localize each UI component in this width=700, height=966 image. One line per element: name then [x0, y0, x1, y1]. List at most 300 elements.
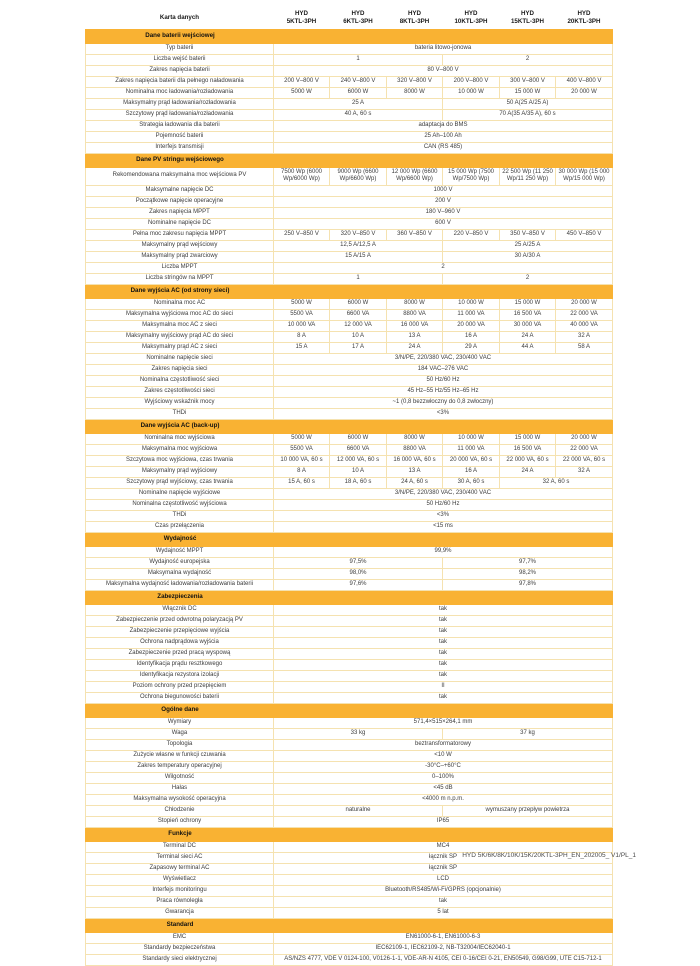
spec-value: 13 A — [387, 331, 443, 342]
spec-value: 32 A — [556, 331, 613, 342]
spec-value: 12,5 A/12,5 A — [274, 240, 443, 251]
section-title: Wydajność — [163, 535, 197, 543]
spec-value: 10 A — [330, 331, 387, 342]
section-header-cell — [86, 532, 613, 546]
column-header-line: HYD — [351, 10, 365, 17]
spec-value: 1 — [274, 273, 443, 284]
row-label: Nominalne napięcie DC — [86, 218, 274, 229]
column-header — [330, 8, 387, 29]
spec-value: 97,5% — [274, 557, 443, 568]
spec-value: 200 V–800 V — [443, 76, 500, 87]
spec-value: 58 A — [556, 342, 613, 353]
spec-value: 3/N/PE, 220/380 VAC, 230/400 VAC — [274, 488, 613, 499]
spec-value: tak — [274, 637, 613, 648]
row-label: Rekomendowana maksymalna moc wejściowa PV — [86, 167, 274, 185]
row-label: Czas przełączenia — [86, 521, 274, 532]
spec-value: 2 — [443, 273, 613, 284]
column-header-line: 8KTL-3PH — [399, 17, 430, 25]
row-label: Terminal DC — [86, 841, 274, 852]
row-label: EMC — [86, 932, 274, 943]
spec-value: ~1 (0,8 bezzwłoczny do 0,8 zwłoczny) — [274, 397, 613, 408]
spec-value: beztransformatorowy — [274, 739, 613, 750]
spec-value: CAN (RS 485) — [274, 142, 613, 153]
spec-value: 600 V — [274, 218, 613, 229]
row-label: Pełna moc zakresu napięcia MPPT — [86, 229, 274, 240]
row-label: Maksymalny prąd AC z sieci — [86, 342, 274, 353]
spec-value: 33 kg — [274, 728, 443, 739]
spec-value: 30 000 Wp (15 000 Wp/15 000 Wp) — [556, 167, 613, 185]
spec-value: 3/N/PE, 220/380 VAC, 230/400 VAC — [274, 353, 613, 364]
spec-row — [86, 240, 613, 251]
spec-value: bateria litowo-jonowa — [274, 43, 613, 54]
row-label: Nominalne napięcie sieci — [86, 353, 274, 364]
spec-value: 22 000 VA — [556, 444, 613, 455]
spec-value: 16 A — [443, 466, 500, 477]
spec-row — [86, 648, 613, 659]
spec-value: IP65 — [274, 816, 613, 827]
section-title: Dane wyjścia AC (od strony sieci) — [130, 287, 230, 295]
row-label: Maksymalna wydajność — [86, 568, 274, 579]
spec-value: tak — [274, 615, 613, 626]
spec-value: 10 000 VA — [274, 320, 330, 331]
spec-row — [86, 863, 613, 874]
row-label: Maksymalna moc AC z sieci — [86, 320, 274, 331]
spec-value: 98,0% — [274, 568, 443, 579]
spec-value: 15 000 Wp (7500 Wp/7500 Wp) — [443, 167, 500, 185]
spec-value: <45 dB — [274, 783, 613, 794]
spec-value: 20 000 W — [556, 433, 613, 444]
spec-table — [85, 8, 613, 966]
spec-value: 15 000 W — [500, 87, 556, 98]
column-header-line: 6KTL-3PH — [343, 17, 373, 25]
spec-value: 30 000 VA — [500, 320, 556, 331]
header-label-cell: Karta danych — [159, 13, 200, 21]
spec-value: 9000 Wp (6600 Wp/6600 Wp) — [330, 167, 387, 185]
spec-row — [86, 954, 613, 965]
spec-row — [86, 120, 613, 131]
row-label: Praca równoległa — [86, 896, 274, 907]
spec-value: 45 Hz–55 Hz/55 Hz–65 Hz — [274, 386, 613, 397]
spec-row — [86, 874, 613, 885]
section-title: Dane PV stringu wejściowego — [136, 156, 224, 164]
spec-row — [86, 670, 613, 681]
spec-value: 8000 W — [387, 87, 443, 98]
spec-value: 20 000 VA, 60 s — [443, 455, 500, 466]
row-label: Liczba MPPT — [86, 262, 274, 273]
spec-value: tak — [274, 626, 613, 637]
row-label: Wymiary — [86, 717, 274, 728]
row-label: Maksymalny prąd wejściowy — [86, 240, 274, 251]
spec-row — [86, 196, 613, 207]
spec-value: 10 000 W — [443, 298, 500, 309]
spec-row — [86, 331, 613, 342]
row-label: Chłodzenie — [86, 805, 274, 816]
row-label: Zakres napięcia MPPT — [86, 207, 274, 218]
row-label: Maksymalny prąd zwarciowy — [86, 251, 274, 262]
spec-value: <15 ms — [274, 521, 613, 532]
spec-value: 25 A — [274, 98, 443, 109]
column-header-line: HYD — [407, 10, 422, 17]
spec-row — [86, 397, 613, 408]
spec-value: 32 A — [556, 466, 613, 477]
row-label: Interfejs monitoringu — [86, 885, 274, 896]
spec-value: 6600 VA — [330, 309, 387, 320]
spec-value: 2 — [274, 262, 613, 273]
spec-value: 2 — [443, 54, 613, 65]
section-header-cell — [86, 703, 613, 717]
row-label: Nominalna moc ładowania/rozładowania — [86, 87, 274, 98]
spec-row — [86, 76, 613, 87]
spec-row — [86, 885, 613, 896]
row-label: Hałas — [86, 783, 274, 794]
spec-row — [86, 615, 613, 626]
spec-value: 1 — [274, 54, 443, 65]
spec-row — [86, 207, 613, 218]
spec-row — [86, 637, 613, 648]
spec-value: EN61000-6-1, EN61000-6-3 — [274, 932, 613, 943]
row-label: Liczba wejść baterii — [86, 54, 274, 65]
spec-value: 0–100% — [274, 772, 613, 783]
row-label: Nominalna moc wyjściowa — [86, 433, 274, 444]
row-label: THDi — [86, 510, 274, 521]
spec-value: 99,9% — [274, 546, 613, 557]
row-label: Wyświetlacz — [86, 874, 274, 885]
spec-row — [86, 943, 613, 954]
section-title: Funkcje — [168, 830, 192, 838]
section-header-cell — [86, 284, 613, 298]
spec-value: 16 500 VA — [500, 309, 556, 320]
spec-value: 8800 VA — [387, 444, 443, 455]
section-header-cell — [86, 29, 613, 43]
spec-row — [86, 309, 613, 320]
row-label: Szczytowy prąd ładowania/rozładowania — [86, 109, 274, 120]
spec-value: 97,7% — [443, 557, 613, 568]
row-label: Wyjściowy wskaźnik mocy — [86, 397, 274, 408]
spec-row — [86, 568, 613, 579]
spec-row — [86, 364, 613, 375]
column-header-line: 10KTL-3PH — [454, 17, 488, 25]
column-header — [443, 8, 500, 29]
row-label: Poziom ochrony przed przepięciem — [86, 681, 274, 692]
spec-value: tak — [274, 670, 613, 681]
spec-row — [86, 579, 613, 590]
spec-row — [86, 444, 613, 455]
row-label: Identyfikacja prądu resztkowego — [86, 659, 274, 670]
row-label: Nominalna częstotliwość wyjściowa — [86, 499, 274, 510]
column-header — [500, 8, 556, 29]
spec-value: 5500 VA — [274, 444, 330, 455]
section-title: Standard — [166, 921, 194, 929]
spec-value: 13 A — [387, 466, 443, 477]
row-label: Maksymalna wyjściowa moc AC do sieci — [86, 309, 274, 320]
spec-value: 10 000 VA, 60 s — [274, 455, 330, 466]
spec-value: 200 V — [274, 196, 613, 207]
spec-row — [86, 750, 613, 761]
row-label: Maksymalna moc wyjściowa — [86, 444, 274, 455]
spec-value: 16 000 VA — [387, 320, 443, 331]
spec-value: 25 Ah–100 Ah — [274, 131, 613, 142]
spec-row — [86, 546, 613, 557]
row-label: Ochrona biegunowości baterii — [86, 692, 274, 703]
row-label: Zabezpieczenie przepięciowe wyjścia — [86, 626, 274, 637]
spec-value: 250 V–850 V — [274, 229, 330, 240]
spec-row — [86, 320, 613, 331]
column-header-line: HYD — [464, 10, 478, 17]
section-title: Zabezpieczenia — [157, 593, 203, 601]
spec-value: adaptacja do BMS — [274, 120, 613, 131]
spec-value: łącznik SP — [274, 852, 613, 863]
section-header-cell — [86, 590, 613, 604]
row-label: Włącznik DC — [86, 604, 274, 615]
section-header-cell — [86, 419, 613, 433]
spec-value: LCD — [274, 874, 613, 885]
column-header-line: 20KTL-3PH — [567, 17, 601, 25]
spec-value: 5000 W — [274, 298, 330, 309]
spec-row — [86, 626, 613, 637]
spec-value: 11 000 VA — [443, 309, 500, 320]
spec-row — [86, 142, 613, 153]
spec-value: 180 V–960 V — [274, 207, 613, 218]
spec-value: 29 A — [443, 342, 500, 353]
row-label: Szczytowy prąd wyjściowy, czas trwania — [86, 477, 274, 488]
spec-value: wymuszany przepływ powietrza — [443, 805, 613, 816]
spec-value: 24 A — [387, 342, 443, 353]
spec-row — [86, 604, 613, 615]
spec-row — [86, 98, 613, 109]
row-label: Nominalna częstotliwość sieci — [86, 375, 274, 386]
spec-value: 24 A — [500, 331, 556, 342]
spec-value: 300 V–800 V — [500, 76, 556, 87]
spec-value: 40 A, 60 s — [274, 109, 443, 120]
spec-value: 17 A — [330, 342, 387, 353]
spec-row — [86, 408, 613, 419]
spec-value: 24 A, 60 s — [387, 477, 443, 488]
spec-value: 20 000 W — [556, 87, 613, 98]
row-label: Wilgotność — [86, 772, 274, 783]
spec-value: tak — [274, 604, 613, 615]
spec-value: <10 W — [274, 750, 613, 761]
spec-value: 12 000 Wp (6600 Wp/6600 Wp) — [387, 167, 443, 185]
spec-value: 22 000 VA, 60 s — [556, 455, 613, 466]
spec-value: 30 A/30 A — [443, 251, 613, 262]
row-label: THDi — [86, 408, 274, 419]
column-header — [556, 8, 613, 29]
spec-value: 80 V–800 V — [274, 65, 613, 76]
spec-row — [86, 728, 613, 739]
spec-row — [86, 455, 613, 466]
row-label: Początkowe napięcie operacyjne — [86, 196, 274, 207]
row-label: Szczytowa moc wyjściowa, czas trwania — [86, 455, 274, 466]
row-label: Zapasowy terminal AC — [86, 863, 274, 874]
spec-row — [86, 251, 613, 262]
spec-value: AS/NZS 4777, VDE V 0124-100, V0126-1-1, VDE-AR-N 4105, CEI 0-16/CEI 0-21, EN50549, G98/G99, UTE C15-712-1 — [274, 954, 613, 965]
row-label: Maksymalny prąd wyjściowy — [86, 466, 274, 477]
column-header-line: 15KTL-3PH — [510, 17, 544, 25]
row-label: Standardy sieci elektrycznej — [86, 954, 274, 965]
spec-value: MC4 — [274, 841, 613, 852]
spec-row — [86, 521, 613, 532]
spec-value: 15 A, 60 s — [274, 477, 330, 488]
row-label: Ochrona nadprądowa wyjścia — [86, 637, 274, 648]
spec-value: 8 A — [274, 331, 330, 342]
spec-value: 400 V–800 V — [556, 76, 613, 87]
spec-value: 22 000 VA — [556, 309, 613, 320]
spec-row — [86, 298, 613, 309]
spec-value: 10 000 W — [443, 87, 500, 98]
spec-value: 350 V–850 V — [500, 229, 556, 240]
spec-value: 16 000 VA, 60 s — [387, 455, 443, 466]
spec-row — [86, 229, 613, 240]
spec-row — [86, 488, 613, 499]
row-label: Terminal sieci AC — [86, 852, 274, 863]
spec-value: łącznik SP — [274, 863, 613, 874]
section-header — [86, 918, 613, 932]
spec-value: 5500 VA — [274, 309, 330, 320]
row-label: Identyfikacja rezystora izolacji — [86, 670, 274, 681]
spec-row — [86, 783, 613, 794]
spec-row — [86, 109, 613, 120]
column-header-line: HYD — [294, 10, 309, 17]
row-label: Maksymalna wysokość operacyjna — [86, 794, 274, 805]
section-header-cell — [86, 153, 613, 167]
spec-value: 12 000 VA, 60 s — [330, 455, 387, 466]
spec-value: tak — [274, 659, 613, 670]
spec-value: 32 A, 60 s — [500, 477, 613, 488]
spec-row — [86, 557, 613, 568]
row-label: Waga — [86, 728, 274, 739]
spec-row — [86, 218, 613, 229]
section-title: Dane wyjścia AC (back-up) — [140, 422, 220, 430]
spec-value: 240 V–800 V — [330, 76, 387, 87]
spec-value: 11 000 VA — [443, 444, 500, 455]
spec-value: 18 A, 60 s — [330, 477, 387, 488]
row-label: Wydajność MPPT — [86, 546, 274, 557]
spec-row — [86, 681, 613, 692]
spec-value: 20 000 VA — [443, 320, 500, 331]
spec-row — [86, 499, 613, 510]
spec-value: <4000 m n.p.m. — [274, 794, 613, 805]
row-label: Liczba stringów na MPPT — [86, 273, 274, 284]
spec-value: 70 A(35 A/35 A), 60 s — [443, 109, 613, 120]
spec-value: 24 A — [500, 466, 556, 477]
spec-value: 12 000 VA — [330, 320, 387, 331]
spec-value: 6000 W — [330, 298, 387, 309]
spec-value: 6000 W — [330, 87, 387, 98]
section-header-cell — [86, 827, 613, 841]
spec-value: 10 000 W — [443, 433, 500, 444]
section-header — [86, 153, 613, 167]
spec-value: 22 000 VA, 60 s — [500, 455, 556, 466]
spec-row — [86, 816, 613, 827]
row-label: Zabezpieczenie przed odwrotną polaryzacją PV — [86, 615, 274, 626]
row-label: Nominalne napięcie wyjściowe — [86, 488, 274, 499]
spec-value: 5000 W — [274, 433, 330, 444]
spec-row — [86, 717, 613, 728]
column-header — [387, 8, 443, 29]
spec-row — [86, 739, 613, 750]
row-label: Standardy bezpieczeństwa — [86, 943, 274, 954]
spec-value: 360 V–850 V — [387, 229, 443, 240]
row-label: Zakres napięcia baterii — [86, 65, 274, 76]
spec-value: 37 kg — [443, 728, 613, 739]
row-label: Strategia ładowania dla baterii — [86, 120, 274, 131]
row-label: Gwarancja — [86, 907, 274, 918]
spec-row — [86, 433, 613, 444]
spec-value: 50 Hz/60 Hz — [274, 499, 613, 510]
spec-value: <3% — [274, 408, 613, 419]
spec-value: 6600 VA — [330, 444, 387, 455]
spec-value: 15 A/15 A — [274, 251, 443, 262]
section-header — [86, 703, 613, 717]
spec-row — [86, 185, 613, 196]
spec-value: 200 V–800 V — [274, 76, 330, 87]
column-header-line: HYD — [520, 10, 535, 17]
spec-value: 50 A(25 A/25 A) — [443, 98, 613, 109]
spec-row — [86, 761, 613, 772]
spec-row — [86, 131, 613, 142]
spec-value: 571,4×515×264,1 mm — [274, 717, 613, 728]
spec-row — [86, 375, 613, 386]
row-label: Maksymalna wydajność ładowania/rozładowania baterii — [86, 579, 274, 590]
row-label: Topologia — [86, 739, 274, 750]
spec-value: 8000 W — [387, 298, 443, 309]
row-label: Pojemność baterii — [86, 131, 274, 142]
column-header-line: 5KTL-3PH — [286, 17, 317, 25]
spec-value: 450 V–850 V — [556, 229, 613, 240]
row-label: Maksymalny prąd ładowania/rozładowania — [86, 98, 274, 109]
table-body — [86, 29, 613, 965]
spec-value: 5000 W — [274, 87, 330, 98]
column-header-line: HYD — [577, 10, 591, 17]
section-header — [86, 29, 613, 43]
spec-value: tak — [274, 692, 613, 703]
spec-row — [86, 510, 613, 521]
row-label: Zakres napięcia sieci — [86, 364, 274, 375]
spec-value: 7500 Wp (6000 Wp/6000 Wp) — [274, 167, 330, 185]
spec-row — [86, 772, 613, 783]
row-label: Zużycie własne w funkcji czuwania — [86, 750, 274, 761]
spec-value: 30 A, 60 s — [443, 477, 500, 488]
spec-row — [86, 262, 613, 273]
spec-value: 20 000 W — [556, 298, 613, 309]
spec-value: 22 500 Wp (11 250 Wp/11 250 Wp) — [500, 167, 556, 185]
spec-row — [86, 659, 613, 670]
section-header-cell — [86, 918, 613, 932]
table-header-row — [86, 8, 613, 29]
spec-value: 15 000 W — [500, 433, 556, 444]
spec-value: 25 A/25 A — [443, 240, 613, 251]
spec-value: -30°C–+60°C — [274, 761, 613, 772]
section-header — [86, 827, 613, 841]
row-label: Zakres częstotliwości sieci — [86, 386, 274, 397]
spec-value: IEC62109-1, IEC62109-2, NB-T32004/IEC62040-1 — [274, 943, 613, 954]
spec-row — [86, 896, 613, 907]
spec-value: II — [274, 681, 613, 692]
spec-row — [86, 43, 613, 54]
row-label: Zakres temperatury operacyjnej — [86, 761, 274, 772]
spec-value: 320 V–850 V — [330, 229, 387, 240]
spec-value: 1000 V — [274, 185, 613, 196]
spec-row — [86, 932, 613, 943]
spec-value: 97,8% — [443, 579, 613, 590]
spec-row — [86, 386, 613, 397]
spec-row — [86, 342, 613, 353]
spec-value: naturalne — [274, 805, 443, 816]
spec-value: 15 000 W — [500, 298, 556, 309]
row-label: Wydajność europejska — [86, 557, 274, 568]
spec-value: 8800 VA — [387, 309, 443, 320]
section-title: Dane baterii wejściowej — [145, 32, 215, 40]
